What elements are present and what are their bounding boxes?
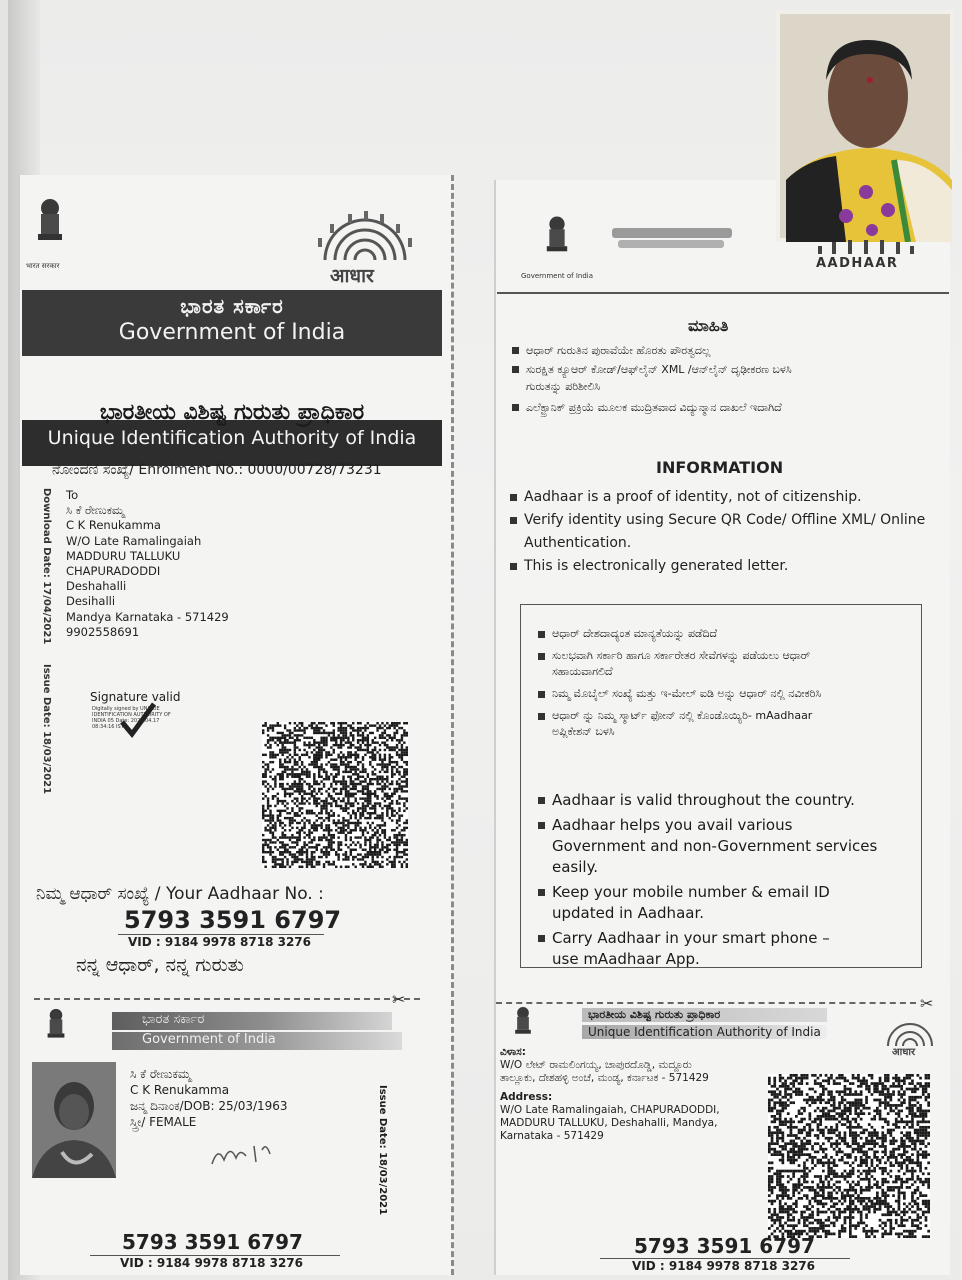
card-uidai [582, 1008, 827, 1039]
address-label-kannada: ವಿಳಾಸ: [500, 1046, 526, 1058]
scissors-icon: ✂ [392, 990, 406, 1009]
aadhaar-hindi-word: आधार [892, 1047, 916, 1058]
address-line: Desihalli [66, 594, 116, 609]
download-date: Download Date: 17/04/2021 [41, 488, 52, 645]
goi-kannada: ಭಾರತ ಸರ್ಕಾರ [180, 294, 284, 318]
info-title-kannada: ಮಾಹಿತಿ [688, 316, 729, 335]
checkmark-icon [118, 700, 158, 740]
address-line: Mandya Karnataka - 571429 [66, 609, 229, 624]
address-line: Deshahalli [66, 579, 127, 594]
national-emblem-icon [30, 196, 70, 248]
card-vid: VID : 9184 9978 8718 3276 [632, 1259, 815, 1273]
enrolment-number: ನೋಂದಣಿ ಸಂಖ್ಯೆ/ Enrolment No.: 0000/00728/73231 [52, 462, 382, 478]
emblem-caption: भारत सरकार [26, 262, 60, 270]
address-line: C K Renukamma [66, 518, 161, 533]
card-uidai-english: Unique Identification Authority of India [582, 1025, 827, 1039]
address-line: ಸಿ ಕೆ ರೇಣುಕಮ್ಮ [66, 503, 125, 518]
address-line: W/O Late Ramalingaiah [66, 533, 202, 548]
info-list-kannada [512, 342, 862, 416]
card-name-kannada: ಸಿ ಕೆ ರೇಣುಕಮ್ಮ [130, 1067, 191, 1081]
address-line: CHAPURADODDI [66, 564, 161, 579]
address-line: To [66, 488, 79, 502]
uidai-band [22, 400, 442, 466]
info-title: INFORMATION [656, 458, 784, 477]
list-item: Aadhaar is valid throughout the country. [538, 790, 908, 811]
card-dob: ಜನ್ಮ ದಿನಾಂಕ/DOB: 25/03/1963 [130, 1099, 288, 1113]
vid-number: VID : 9184 9978 8718 3276 [128, 935, 311, 949]
cut-line [34, 998, 420, 1000]
list-item: ಸುಲಭವಾಗಿ ಸರ್ಕಾರಿ ಹಾಗೂ ಸರ್ಕಾರೇತರ ಸೇವೆಗಳನ್ನು ಪಡೆಯಲು ಆಧಾರ್ ಸಹಾಯವಾಗಲಿದೆ [538, 648, 828, 680]
list-item: This is electronically generated letter. [510, 555, 940, 578]
redaction-mark [618, 240, 724, 248]
cut-line [496, 1002, 916, 1004]
card-vid: VID : 9184 9978 8718 3276 [120, 1256, 303, 1270]
qr-code [768, 1074, 930, 1238]
redaction-mark [612, 228, 732, 238]
list-item: Keep your mobile number & email ID updated in Aadhaar. [538, 882, 883, 924]
card-gender: ಸ್ತ್ರೀ/ FEMALE [130, 1115, 197, 1129]
list-item: Verify identity using Secure QR Code/ Offline XML/ Online Authentication. [510, 509, 940, 555]
card-uidai-kannada: ಭಾರತೀಯ ವಿಶಿಷ್ಟ ಗುರುತು ಪ್ರಾಧಿಕಾರ [582, 1008, 827, 1022]
address-label: Address: [500, 1091, 553, 1103]
card-aadhaar-number: 5793 3591 6797 [122, 1230, 303, 1254]
goi-english: Government of India [118, 320, 346, 345]
card-details [130, 1066, 288, 1130]
card-name: C K Renukamma [130, 1083, 230, 1097]
list-item: Carry Aadhaar in your smart phone – use mAadhaar App. [538, 928, 858, 970]
address-line: 9902558691 [66, 624, 140, 639]
benefits-list-english [538, 790, 908, 974]
national-emblem-icon [510, 1004, 536, 1040]
recipient-address [66, 488, 229, 640]
card-goi-kannada: ಭಾರತ ಸರ್ಕಾರ [112, 1012, 392, 1030]
aadhaar-number-label: ನಿಮ್ಮ ಆಧಾರ್ ಸಂಖ್ಯೆ / Your Aadhaar No. : [36, 884, 324, 904]
handwritten-signature [210, 1140, 280, 1175]
card-issue-date: Issue Date: 18/03/2021 [377, 1085, 388, 1216]
list-item: ಸುರಕ್ಷಿತ ಕ್ಯೂಆರ್ ಕೋಡ್/ಆಫ್‌ಲೈನ್ XML /ಆನ್‌ಲೈನ್ ದೃಢೀಕರಣ ಬಳಸಿ ಗುರುತನ್ನು ಪರಿಶೀಲಿಸಿ [512, 361, 812, 395]
info-list-english [510, 486, 940, 578]
list-item: Aadhaar is a proof of identity, not of citizenship. [510, 486, 940, 509]
uidai-kannada: ಭಾರತೀಯ ವಿಶಿಷ್ಟ ಗುರುತು ಪ್ರಾಧಿಕಾರ [99, 400, 365, 425]
benefits-list-kannada [538, 626, 898, 746]
card-photo [32, 1062, 116, 1178]
address-line: MADDURU TALLUKU [66, 548, 181, 563]
qr-code [262, 722, 408, 868]
aadhaar-logo-text: AADHAAR [816, 256, 899, 271]
card-aadhaar-number: 5793 3591 6797 [634, 1234, 815, 1258]
address-kannada: W/O ಲೇಟ್ ರಾಮಲಿಂಗಯ್ಯ, ಚಾಪುರದೊಡ್ಡಿ, ಮದ್ದೂರು ತಾಲ್ಲೂಕು, ದೇಶಹಳ್ಳಿ ಅಂಚೆ, ಮಂಡ್ಯ, ಕರ್ನಾಟಕ - 571429 [500, 1059, 709, 1084]
divider [497, 292, 949, 294]
holder-photo [776, 10, 954, 242]
aadhaar-number: 5793 3591 6797 [124, 906, 342, 934]
uidai-english: Unique Identification Authority of India [47, 427, 417, 449]
national-emblem-icon [42, 1006, 70, 1044]
tagline: ನನ್ನ ಆಧಾರ್, ನನ್ನ ಗುರುತು [76, 954, 244, 976]
card-goi-english: Government of India [112, 1032, 402, 1050]
list-item: ಆಧಾರ್ ಗುರುತಿನ ಪುರಾವೆಯೇ ಹೊರತು ಪೌರತ್ವದಲ್ಲ [512, 342, 862, 359]
issue-date-side: Issue Date: 18/03/2021 [41, 664, 52, 795]
signature-details: Digitally signed by UNIQUE IDENTIFICATION AUTHORITY OF INDIA 05 Date: 2021.04.17 08:34:16 IST [92, 706, 171, 730]
address-english: W/O Late Ramalingaiah, CHAPURADODDI, MADDURU TALLUKU, Deshahalli, Mandya, Karnataka - 571429 [500, 1104, 720, 1142]
list-item: Aadhaar helps you avail various Government and non-Government services easily. [538, 815, 883, 878]
scissors-icon: ✂ [920, 994, 934, 1013]
signature-label: Signature valid [90, 690, 181, 704]
card-address [500, 1046, 750, 1143]
list-item: ನಿಮ್ಮ ಮೊಬೈಲ್ ಸಂಖ್ಯೆ ಮತ್ತು ಇ-ಮೇಲ್ ಐಡಿ ಅನ್ನು ಆಧಾರ್ ನಲ್ಲಿ ನವೀಕರಿಸಿ [538, 686, 878, 702]
goi-band [22, 290, 442, 356]
aadhaar-hindi-word: आधार [330, 265, 374, 287]
emblem-caption: Government of India [521, 272, 594, 280]
national-emblem-icon [540, 206, 574, 266]
list-item: ಎಲೆಕ್ಟ್ರಾನಿಕ್ ಪ್ರಕ್ರಿಯೆ ಮೂಲಕ ಮುದ್ರಿತವಾದ ವಿದ್ಯುನ್ಮಾನ ದಾಖಲೆ ಇದಾಗಿದೆ [512, 399, 862, 416]
list-item: ಆಧಾರ್ ನ್ನು ನಿಮ್ಮ ಸ್ಮಾರ್ಟ್ ಫೋನ್ ನಲ್ಲಿ ಕೊಂಡೊಯ್ಯಿರಿ- mAadhaar ಅಪ್ಲಿಕೇಶನ್ ಬಳಸಿ [538, 708, 838, 740]
list-item: ಆಧಾರ್ ದೇಶದಾದ್ಯಂತ ಮಾನ್ಯತೆಯನ್ನು ಪಡೆದಿದೆ [538, 626, 898, 642]
